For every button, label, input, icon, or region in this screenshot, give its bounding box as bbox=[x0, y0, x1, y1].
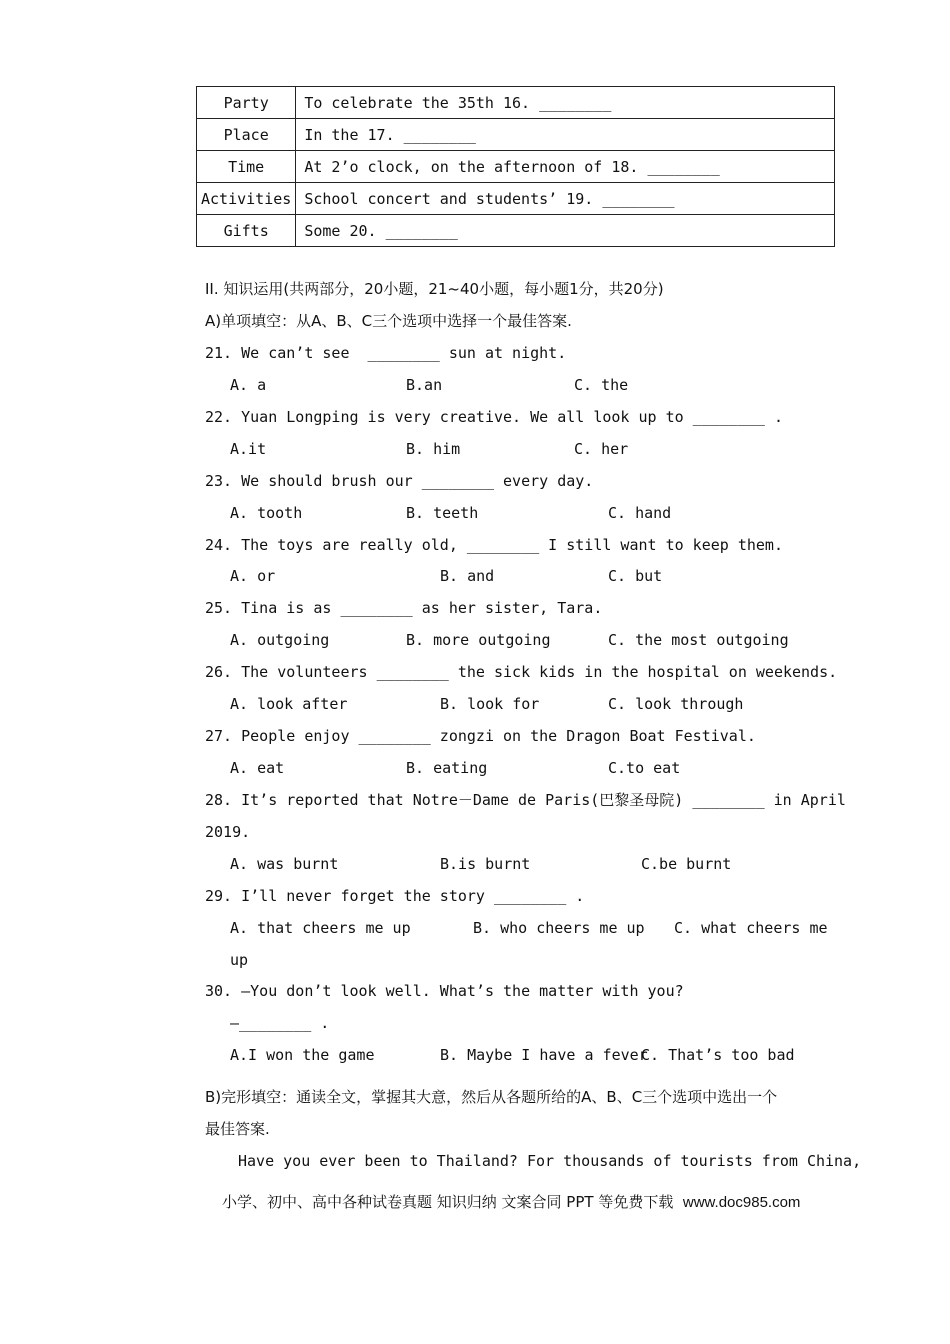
option-c: C. the bbox=[574, 376, 629, 394]
option-c: C. what cheers me bbox=[674, 919, 828, 937]
row-key: Time bbox=[197, 151, 296, 183]
option-c: C. her bbox=[574, 440, 629, 458]
option-c: C.to eat bbox=[608, 759, 681, 777]
option-b: B.is burnt bbox=[440, 855, 531, 873]
row-value: School concert and students’ 19. ________ bbox=[296, 183, 835, 215]
part-b-instruction-continued: 最佳答案. bbox=[205, 1120, 270, 1138]
option-a: A.I won the game bbox=[230, 1046, 375, 1064]
option-b: B.an bbox=[406, 376, 443, 394]
question-25: 25. Tina is as ________ as her sister, Tara. bbox=[205, 599, 603, 617]
option-b: B. him bbox=[406, 440, 461, 458]
question-28: 28. It’s reported that Notre－Dame de Paris(巴黎圣母院) ________ in April bbox=[205, 791, 846, 809]
passage-first-line: Have you ever been to Thailand? For thousands of tourists from China, bbox=[238, 1152, 862, 1170]
option-b: B. Maybe I have a fever bbox=[440, 1046, 648, 1064]
option-c: C. That’s too bad bbox=[641, 1046, 795, 1064]
option-b: B. and bbox=[440, 567, 495, 585]
section-heading: II. 知识运用(共两部分，20小题，21~40小题，每小题1分，共20分) bbox=[205, 280, 664, 298]
question-30: 30. —You don’t look well. What’s the matter with you? bbox=[205, 982, 684, 1000]
option-a: A. outgoing bbox=[230, 631, 330, 649]
option-c-wrap: up bbox=[230, 951, 249, 969]
option-a: A. eat bbox=[230, 759, 285, 777]
footer-banner bbox=[222, 1191, 800, 1212]
table-row bbox=[197, 215, 835, 247]
row-key: Activities bbox=[197, 183, 296, 215]
info-table bbox=[196, 86, 835, 247]
question-26: 26. The volunteers ________ the sick kids in the hospital on weekends. bbox=[205, 663, 838, 681]
part-b-instruction: B)完形填空：通读全文，掌握其大意，然后从各题所给的A、B、C三个选项中选出一个 bbox=[205, 1088, 778, 1106]
question-24: 24. The toys are really old, ________ I still want to keep them. bbox=[205, 536, 783, 554]
row-key: Gifts bbox=[197, 215, 296, 247]
question-22: 22. Yuan Longping is very creative. We all look up to ________ . bbox=[205, 408, 783, 426]
option-b: B. who cheers me up bbox=[473, 919, 645, 937]
question-27: 27. People enjoy ________ zongzi on the Dragon Boat Festival. bbox=[205, 727, 756, 745]
question-23: 23. We should brush our ________ every day. bbox=[205, 472, 594, 490]
option-a: A. tooth bbox=[230, 504, 303, 522]
option-a: A. a bbox=[230, 376, 267, 394]
question-29: 29. I’ll never forget the story ________ . bbox=[205, 887, 585, 905]
table-row bbox=[197, 183, 835, 215]
option-c: C. hand bbox=[608, 504, 672, 522]
table-row bbox=[197, 119, 835, 151]
row-value: In the 17. ________ bbox=[296, 119, 835, 151]
question-30-reply: —________ . bbox=[230, 1014, 330, 1032]
row-value: To celebrate the 35th 16. ________ bbox=[296, 87, 835, 119]
option-a: A. was burnt bbox=[230, 855, 339, 873]
row-value: Some 20. ________ bbox=[296, 215, 835, 247]
table-row bbox=[197, 87, 835, 119]
option-a: A. look after bbox=[230, 695, 348, 713]
option-b: B. more outgoing bbox=[406, 631, 551, 649]
footer-text: 小学、初中、高中各种试卷真题 知识归纳 文案合同 PPT 等免费下载 bbox=[222, 1193, 683, 1211]
row-key: Party bbox=[197, 87, 296, 119]
option-a: A.it bbox=[230, 440, 267, 458]
table-row bbox=[197, 151, 835, 183]
option-c: C. look through bbox=[608, 695, 744, 713]
option-b: B. eating bbox=[406, 759, 488, 777]
question-28-continued: 2019. bbox=[205, 823, 251, 841]
row-value: At 2’o clock, on the afternoon of 18. ________ bbox=[296, 151, 835, 183]
footer-url[interactable]: www.doc985.com bbox=[682, 1194, 801, 1211]
option-a: A. or bbox=[230, 567, 276, 585]
option-a: A. that cheers me up bbox=[230, 919, 411, 937]
option-c: C.be burnt bbox=[641, 855, 732, 873]
option-c: C. the most outgoing bbox=[608, 631, 789, 649]
option-b: B. teeth bbox=[406, 504, 479, 522]
part-a-instruction: A)单项填空：从A、B、C三个选项中选择一个最佳答案. bbox=[205, 312, 572, 330]
option-b: B. look for bbox=[440, 695, 540, 713]
question-21: 21. We can’t see ________ sun at night. bbox=[205, 344, 567, 362]
row-key: Place bbox=[197, 119, 296, 151]
option-c: C. but bbox=[608, 567, 663, 585]
